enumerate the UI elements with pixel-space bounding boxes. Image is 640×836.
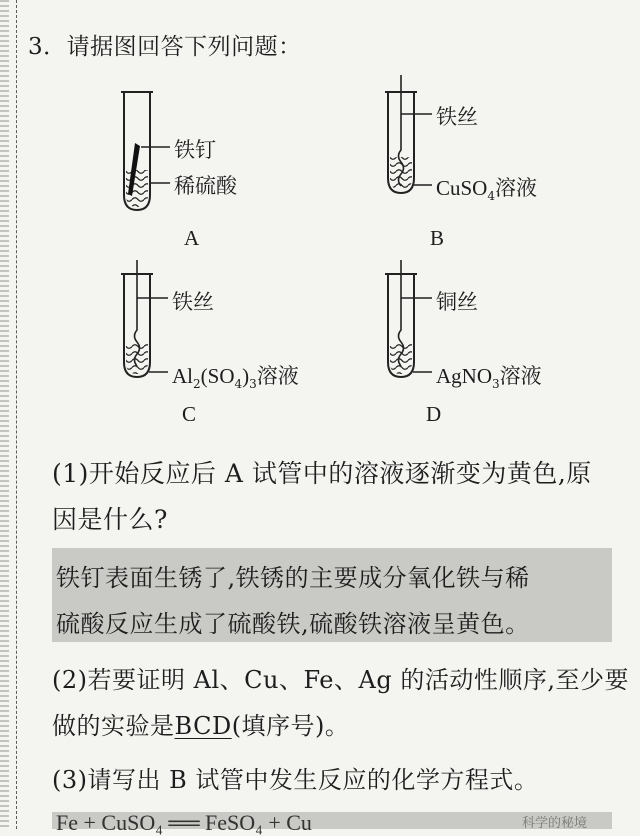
label-cuso4-solution: CuSO$_4$溶液 bbox=[436, 176, 537, 204]
part2-question-line2: 做的实验是BCD(填序号)。 bbox=[52, 712, 350, 740]
test-tube-c bbox=[121, 260, 168, 377]
question-title: 3．请据图回答下列问题： bbox=[28, 34, 302, 60]
part2-answer-bcd: BCD bbox=[174, 712, 232, 740]
figure-letter-a: A bbox=[184, 226, 200, 250]
part2-question-line1: (2)若要证明 Al、Cu、Fe、Ag 的活动性顺序,至少要 bbox=[52, 666, 629, 694]
figure-letter-d: D bbox=[426, 402, 442, 426]
label-al2so43-solution: $Al_2(SO_4)_3$溶液 bbox=[172, 364, 299, 392]
test-tube-b bbox=[385, 75, 432, 193]
part1-question-line1: (1)开始反应后 A 试管中的溶液逐渐变为黄色,原 bbox=[52, 459, 592, 488]
figure-letter-c: C bbox=[182, 402, 197, 426]
part1-answer-line2: 硫酸反应生成了硫酸铁,硫酸铁溶液呈黄色。 bbox=[56, 610, 530, 638]
test-tube-a bbox=[121, 92, 170, 210]
test-tube-d bbox=[385, 260, 432, 377]
watermark: 科学的秘境 bbox=[522, 816, 588, 831]
part3-question-line1: (3)请写出 B 试管中发生反应的化学方程式。 bbox=[52, 766, 539, 794]
figure-letter-b: B bbox=[430, 226, 445, 250]
part1-answer-line1: 铁钉表面生锈了,铁锈的主要成分氧化铁与稀 bbox=[56, 564, 530, 592]
label-copper-wire: 铜丝 bbox=[436, 290, 478, 314]
label-iron-wire-b: 铁丝 bbox=[436, 105, 478, 129]
label-iron-wire-c: 铁丝 bbox=[172, 290, 214, 314]
part1-question-line2: 因是什么? bbox=[52, 505, 168, 534]
label-dilute-sulfuric-acid: 稀硫酸 bbox=[174, 174, 237, 198]
label-agno3-solution: AgNO$_3$溶液 bbox=[436, 364, 542, 392]
part3-answer-partial: Fe + CuSO₄ ══ FeSO₄ + Cu bbox=[56, 810, 312, 835]
label-iron-nail: 铁钉 bbox=[174, 138, 216, 162]
